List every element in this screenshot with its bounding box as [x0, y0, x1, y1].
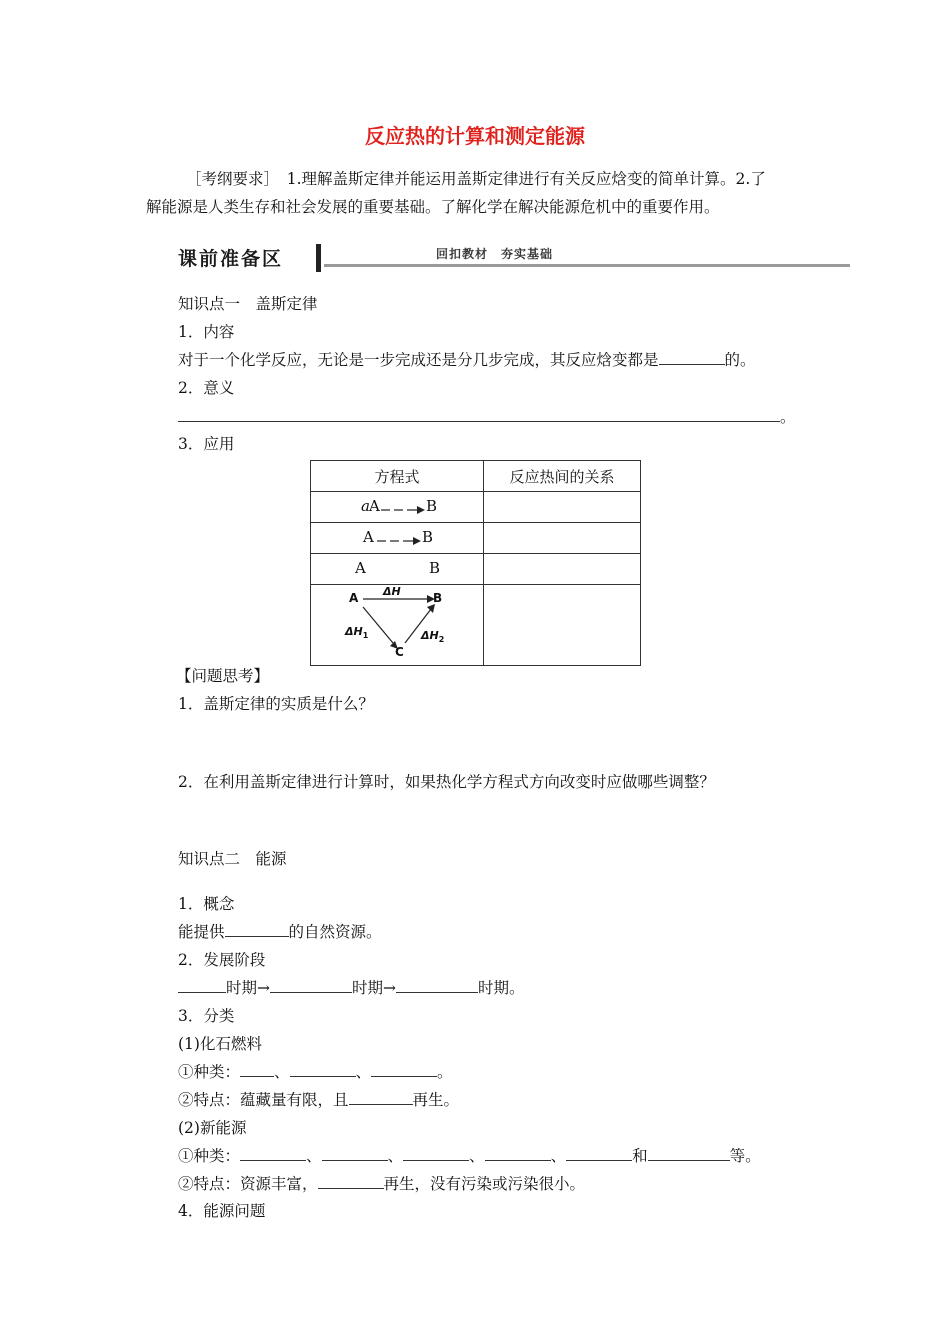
- question-2: 2．在利用盖斯定律进行计算时，如果热化学方程式方向改变时应做哪些调整？: [178, 773, 715, 791]
- blank-stage-1[interactable]: [178, 976, 226, 993]
- k2-s2-text: [178, 976, 525, 998]
- k2-heading: 知识点二 能源: [178, 850, 287, 868]
- node-c: C: [395, 645, 404, 659]
- k1-s2-heading: 2．意义: [178, 379, 235, 397]
- new-feature-b: 再生，没有污染或污染很小。: [383, 1175, 586, 1193]
- question-1: 1．盖斯定律的实质是什么？: [178, 695, 374, 713]
- table-row: [311, 554, 641, 585]
- banner-subtitle: 回扣教材 夯实基础: [436, 247, 554, 261]
- relation-cell[interactable]: [484, 554, 641, 585]
- k1-s1-text-b: 的。: [724, 351, 756, 369]
- k1-s2-end: 。: [780, 408, 796, 426]
- blank-new-feature[interactable]: [318, 1172, 384, 1189]
- label-dh1: [345, 625, 368, 640]
- stage-2-label: 时期→: [352, 979, 396, 997]
- blank-new-4[interactable]: [485, 1144, 551, 1161]
- banner-label: 课前准备区: [178, 248, 284, 270]
- separator: 、: [355, 1063, 372, 1081]
- k2-s3-heading: 3．分类: [178, 1007, 235, 1025]
- separator: 、: [469, 1147, 485, 1165]
- table-row: [311, 492, 641, 523]
- new-energy-feature: [178, 1172, 585, 1194]
- blank-new-3[interactable]: [403, 1144, 469, 1161]
- node-a: A: [349, 591, 359, 605]
- blank-new-2[interactable]: [322, 1144, 388, 1161]
- product: B: [429, 559, 441, 577]
- intro-line-1: ［考纲要求］ 1.理解盖斯定律并能运用盖斯定律进行有关反应焓变的简单计算。2.了: [186, 170, 766, 188]
- stage-1-label: 时期→: [226, 979, 270, 997]
- stage-3-label: 时期。: [478, 979, 525, 997]
- header-relation: 反应热间的关系: [484, 461, 641, 492]
- blank-k2-s1[interactable]: [225, 920, 289, 937]
- banner-bar: [316, 244, 321, 272]
- relation-cell[interactable]: [484, 585, 641, 666]
- k1-s1-text: [178, 348, 756, 370]
- new-energy-kinds: [178, 1144, 761, 1166]
- fossil-heading: (1)化石燃料: [178, 1035, 262, 1053]
- coefficient: a: [361, 497, 370, 515]
- node-b: B: [433, 591, 443, 605]
- fossil-feature-b: 再生。: [412, 1091, 460, 1109]
- blank-fossil-2[interactable]: [290, 1060, 356, 1077]
- separator: 、: [550, 1147, 567, 1165]
- period: 。: [437, 1063, 453, 1081]
- and-label: 和: [632, 1147, 648, 1165]
- table-header-row: [311, 461, 641, 492]
- k1-s3-heading: 3．应用: [178, 435, 235, 453]
- blank-fossil-1[interactable]: [240, 1060, 274, 1077]
- separator: 、: [306, 1147, 322, 1165]
- separator: 、: [274, 1063, 290, 1081]
- relation-cell[interactable]: [484, 492, 641, 523]
- label-dh1-text: ΔH: [345, 625, 363, 638]
- blank-stage-2[interactable]: [270, 976, 352, 993]
- page-title: 反应热的计算和测定能源: [365, 124, 585, 148]
- equation-cell: [311, 523, 484, 554]
- blank-stage-3[interactable]: [396, 976, 478, 993]
- application-table: [310, 460, 641, 666]
- blank-new-1[interactable]: [240, 1144, 306, 1161]
- arrow-right-icon: [377, 537, 421, 545]
- label-dh2: [421, 629, 444, 644]
- reactant: A: [355, 559, 366, 577]
- product: B: [426, 497, 438, 515]
- banner-rule: [324, 264, 850, 267]
- questions-heading: 【问题思考】: [176, 667, 270, 685]
- label-dh: ΔH: [383, 585, 401, 598]
- label-dh2-sub: 2: [438, 635, 445, 645]
- k1-s1-heading: 1．内容: [178, 323, 235, 341]
- blank-fossil-feature[interactable]: [349, 1088, 413, 1105]
- k2-s1-b: 的自然资源。: [288, 923, 382, 941]
- equation-cell: [311, 492, 484, 523]
- k2-s1-a: 能提供: [178, 923, 225, 941]
- reactant: A: [369, 497, 380, 515]
- blank-new-6[interactable]: [648, 1144, 730, 1161]
- reactant: A: [363, 528, 374, 546]
- blank-k1-s1[interactable]: [659, 348, 725, 365]
- intro-line-2: 解能源是人类生存和社会发展的重要基础。了解化学在解决能源危机中的重要作用。: [146, 198, 720, 216]
- fossil-feature-a: ②特点：蕴藏量有限，且: [178, 1091, 349, 1109]
- blank-k1-s2[interactable]: [178, 405, 780, 422]
- equation-cell: [311, 554, 484, 585]
- label-dh1-sub: 1: [362, 631, 369, 641]
- table-row: [311, 585, 641, 666]
- k1-s2-line: [178, 405, 796, 427]
- section-banner: [178, 244, 850, 276]
- label-dh2-text: ΔH: [421, 629, 439, 642]
- product: B: [422, 528, 434, 546]
- blank-new-5[interactable]: [566, 1144, 632, 1161]
- k2-s2-heading: 2．发展阶段: [178, 951, 266, 969]
- equation-cell: [311, 585, 484, 666]
- new-kind-label: ①种类：: [178, 1147, 241, 1165]
- k1-s1-text-a: 对于一个化学反应，无论是一步完成还是分几步完成，其反应焓变都是: [178, 351, 659, 369]
- fossil-feature: [178, 1088, 459, 1110]
- etc-label: 等。: [729, 1147, 761, 1165]
- k2-s1-text: [178, 920, 382, 942]
- relation-cell[interactable]: [484, 523, 641, 554]
- k2-s1-heading: 1．概念: [178, 895, 235, 913]
- hess-cycle-diagram: [311, 585, 483, 665]
- blank-fossil-3[interactable]: [371, 1060, 437, 1077]
- separator: 、: [387, 1147, 404, 1165]
- header-equation: 方程式: [311, 461, 484, 492]
- table-row: [311, 523, 641, 554]
- new-feature-a: ②特点：资源丰富，: [178, 1175, 318, 1193]
- k1-heading: 知识点一 盖斯定律: [178, 295, 318, 313]
- new-energy-heading: (2)新能源: [178, 1119, 247, 1137]
- k2-s4-heading: 4．能源问题: [178, 1202, 266, 1220]
- fossil-kinds: [178, 1060, 453, 1082]
- arrow-right-icon: [381, 506, 425, 514]
- fossil-kind-label: ①种类：: [178, 1063, 241, 1081]
